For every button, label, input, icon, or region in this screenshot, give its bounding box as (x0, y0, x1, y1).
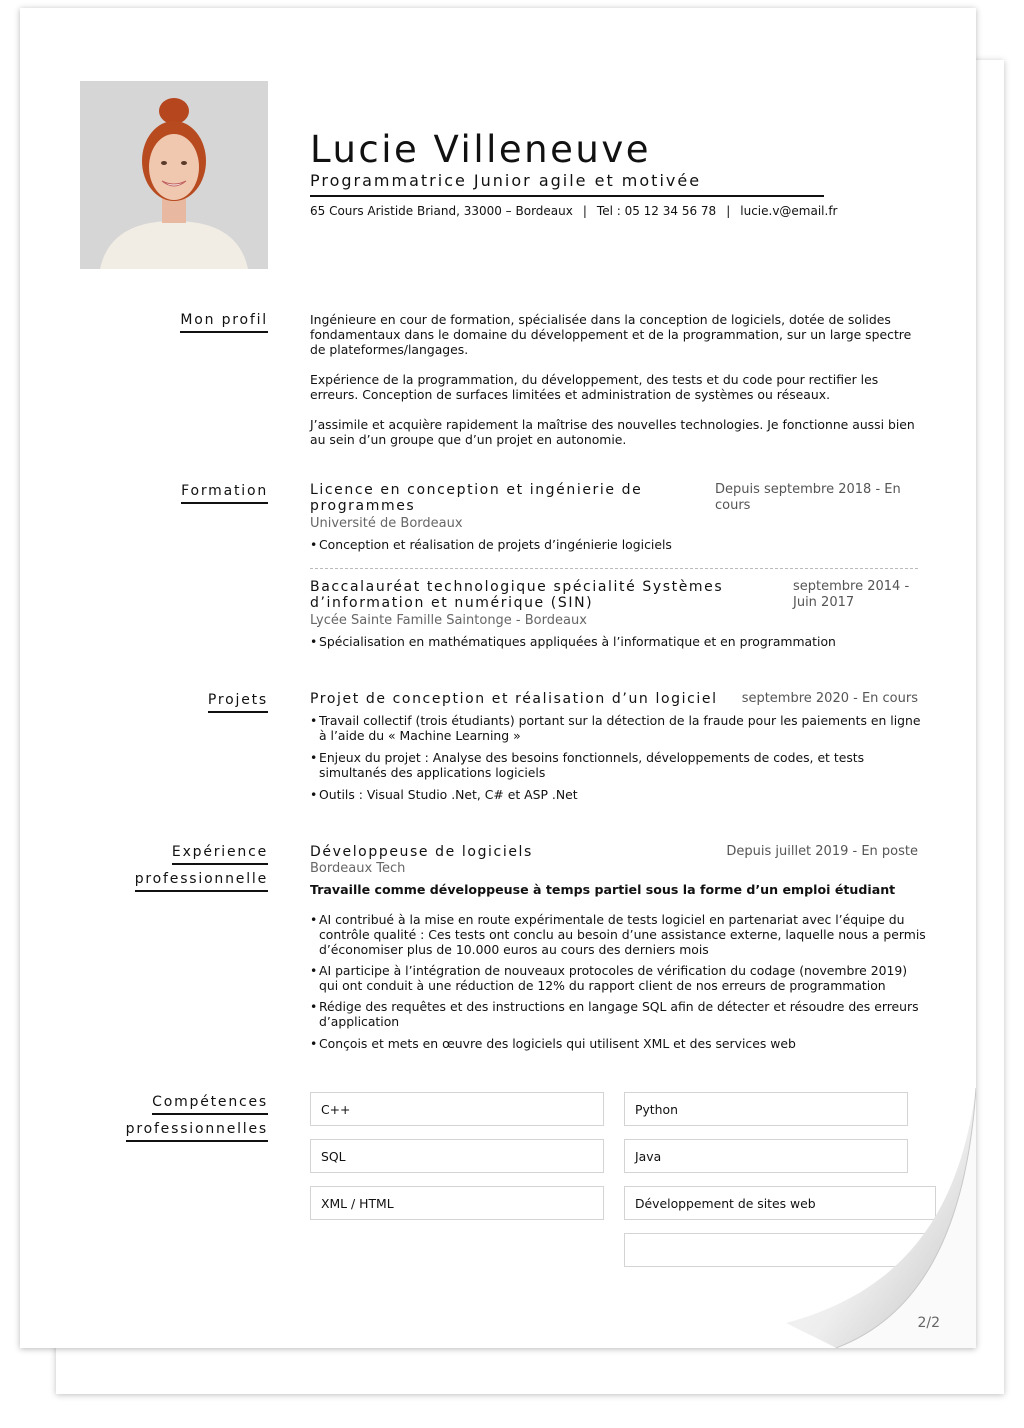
education-date: septembre 2014 - Juin 2017 (793, 579, 910, 610)
profile-paragraph: Expérience de la programmation, du développement, des tests et du code pour rectifier les erreurs. Conception de surfaces limitées et administration de systèmes ou réseaux. (310, 372, 879, 402)
profile-text (310, 312, 918, 462)
education-title: Baccalauréat technologique spécialité Systèmes d’information et numérique (SIN) (310, 579, 724, 611)
separator: | (582, 204, 587, 218)
header-divider (310, 195, 824, 197)
project-title: Projet de conception et réalisation d’un logiciel (310, 691, 718, 707)
experience-bullet: • Rédige des requêtes et des instructions en langage SQL afin de détecter et résoudre des erreurs d’application (310, 999, 927, 1029)
profile-paragraph: J’assimile et acquière rapidement la maîtrise des nouvelles technologies. Je fonctionne aussi bien au sein d’un groupe que d’un projet en autonomie. (310, 417, 915, 447)
education-date: Depuis septembre 2018 - En cours (715, 482, 901, 513)
section-title: Mon profil (180, 312, 268, 333)
experience-company: Bordeaux Tech (310, 861, 406, 876)
experience-bullet: • Conçois et mets en œuvre des logiciels qui utilisent XML et des services web (310, 1036, 927, 1051)
experience-bullet: • AI participe à l’intégration de nouveaux protocoles de vérification du codage (novembre 2019) qui ont conduit à une réduction de 12% du rapport client de nos erreurs de programmation (310, 963, 927, 993)
phone: Tel : 05 12 34 56 78 (596, 204, 717, 218)
contact-line (310, 204, 838, 218)
email: lucie.v@email.fr (740, 204, 838, 218)
section-title: professionnelle (135, 871, 268, 892)
portrait-illustration (80, 81, 268, 269)
skill-box: XML / HTML (310, 1186, 604, 1220)
education-bullet: • Conception et réalisation de projets d’ingénierie logiciels (310, 537, 927, 552)
candidate-name: Lucie Villeneuve (310, 128, 651, 171)
skill-box: Java (624, 1139, 908, 1173)
profile-photo (80, 81, 268, 269)
experience-bullet: • AI contribué à la mise en route expérimentale de tests logiciel en partenariat avec l’équipe du contrôle qualité : Ces tests ont conclu au besoin d’une assistance externe, laquelle nous a permis d’économiser plus de 10.000 euros au cours des derniers mois (310, 912, 927, 957)
education-school: Lycée Sainte Famille Saintonge - Bordeaux (310, 613, 587, 628)
cv-page (20, 8, 976, 1348)
section-title: professionnelles (126, 1121, 268, 1142)
experience-date: Depuis juillet 2019 - En poste (726, 844, 918, 859)
page-curl (766, 1088, 976, 1348)
education-title: Licence en conception et ingénierie de programmes (310, 482, 643, 514)
section-title: Expérience (172, 844, 268, 865)
project-bullet: • Outils : Visual Studio .Net, C# et ASP .Net (310, 787, 927, 802)
section-label-profile (180, 312, 268, 339)
project-bullet: • Enjeux du projet : Analyse des besoins fonctionnels, développements de codes, et tests simultanés des applications logiciels (310, 750, 927, 780)
experience-title: Développeuse de logiciels (310, 844, 533, 860)
dashed-divider (310, 568, 918, 569)
project-bullet: • Travail collectif (trois étudiants) portant sur la détection de la fraude pour les paiements en ligne à l’aide du « Machine Learning » (310, 713, 927, 743)
education-bullet: • Spécialisation en mathématiques appliquées à l’informatique et en programmation (310, 634, 927, 649)
experience-summary: Travaille comme développeuse à temps partiel sous la forme d’un emploi étudiant (310, 882, 896, 897)
skill-box: C++ (310, 1092, 604, 1126)
section-title: Formation (181, 483, 268, 504)
separator: | (726, 204, 731, 218)
skill-box: Python (624, 1092, 908, 1126)
profile-paragraph: Ingénieure en cour de formation, spécialisée dans la conception de logiciels, dotée de solides fondamentaux dans le domaine du développement et de la programmation, sur un large spectre de plateformes/langages. (310, 312, 912, 357)
page-number: 2/2 (917, 1315, 940, 1331)
skill-box: SQL (310, 1139, 604, 1173)
section-label-projects (208, 692, 268, 719)
project-date: septembre 2020 - En cours (741, 691, 918, 706)
section-label-education (181, 483, 268, 510)
address: 65 Cours Aristide Briand, 33000 – Bordeaux (310, 204, 573, 218)
section-title: Compétences (152, 1094, 268, 1115)
section-label-skills (126, 1094, 268, 1148)
education-school: Université de Bordeaux (310, 516, 463, 531)
job-title: Programmatrice Junior agile et motivée (310, 171, 702, 190)
skill-box: Développement de sites web (624, 1186, 936, 1220)
section-title: Projets (208, 692, 268, 713)
section-label-experience (135, 844, 268, 898)
